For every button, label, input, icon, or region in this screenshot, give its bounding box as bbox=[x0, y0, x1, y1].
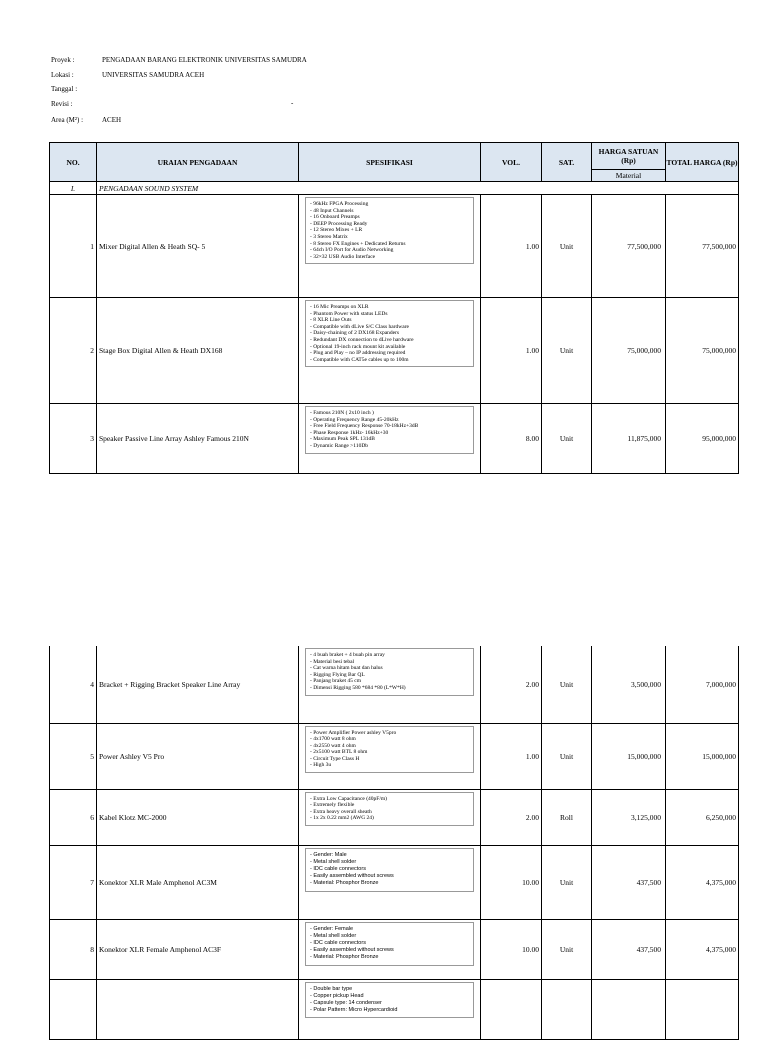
item-vol: 2.00 bbox=[481, 646, 542, 723]
item-total: 77,500,000 bbox=[666, 195, 739, 298]
col-header-harga-satuan: HARGA SATUAN (Rp) bbox=[592, 143, 666, 170]
item-harga: 77,500,000 bbox=[592, 195, 666, 298]
item-total: 6,250,000 bbox=[666, 789, 739, 845]
item-vol: 10.00 bbox=[481, 919, 542, 979]
item-total: 75,000,000 bbox=[666, 298, 739, 404]
item-spec: - Power Amplifier Power ashley V5pro - 4x1700 watt 8 ohm - 4x2550 watt 4 ohm - 2x5100 watt BTL 8 ohm - Circuit Type Class H - High 3u bbox=[305, 726, 474, 774]
item-vol: 10.00 bbox=[481, 845, 542, 919]
table-row bbox=[50, 298, 739, 404]
col-header-spesifikasi: SPESIFIKASI bbox=[299, 143, 481, 182]
item-spec-cell bbox=[299, 646, 481, 723]
item-harga: 3,500,000 bbox=[592, 646, 666, 723]
item-spec: - 96kHz FPGA Processing - 48 Input Channels - 16 Onboard Preamps - DEEP Processing Ready - 12 Stereo Mixes + LR - 3 Stereo Matrix - 8 Stereo FX Engines + Dedicated Returns - 64ch I/O Port for Audio Networking - 32×32 USB Audio Interface bbox=[305, 197, 474, 264]
item-no: 7 bbox=[50, 845, 97, 919]
item-harga bbox=[592, 979, 666, 1039]
item-harga: 15,000,000 bbox=[592, 723, 666, 789]
col-header-sat: SAT. bbox=[542, 143, 592, 182]
project-label: Proyek : bbox=[51, 56, 75, 64]
section-title: PENGADAAN SOUND SYSTEM bbox=[97, 182, 739, 195]
item-vol: 2.00 bbox=[481, 789, 542, 845]
item-name: Speaker Passive Line Array Ashley Famous 210N bbox=[97, 404, 299, 474]
item-sat: Unit bbox=[542, 404, 592, 474]
item-name: Kabel Klotz MC-2000 bbox=[97, 789, 299, 845]
item-spec-cell bbox=[299, 979, 481, 1039]
table-row bbox=[50, 404, 739, 474]
table-row bbox=[50, 789, 739, 845]
procurement-table-page-2 bbox=[49, 646, 739, 1040]
item-spec-cell bbox=[299, 845, 481, 919]
item-no: 8 bbox=[50, 919, 97, 979]
item-spec: - Gender: Male - Metal shell solder - IDC cable connectors - Easily assembled without screws - Material: Phosphor Bronze bbox=[305, 848, 474, 892]
item-vol bbox=[481, 979, 542, 1039]
item-vol: 8.00 bbox=[481, 404, 542, 474]
item-no: 2 bbox=[50, 298, 97, 404]
item-name: Bracket + Rigging Bracket Speaker Line Array bbox=[97, 646, 299, 723]
item-total: 7,000,000 bbox=[666, 646, 739, 723]
area-value: ACEH bbox=[102, 116, 122, 124]
location-label: Lokasi : bbox=[51, 71, 74, 79]
item-no: 3 bbox=[50, 404, 97, 474]
item-sat: Unit bbox=[542, 919, 592, 979]
item-sat bbox=[542, 979, 592, 1039]
table-row bbox=[50, 723, 739, 789]
date-label: Tanggal : bbox=[51, 85, 78, 93]
item-sat: Unit bbox=[542, 298, 592, 404]
revision-label: Revisi : bbox=[51, 100, 73, 108]
item-spec-cell bbox=[299, 723, 481, 789]
item-spec-cell bbox=[299, 919, 481, 979]
col-header-no: NO. bbox=[50, 143, 97, 182]
item-spec: - Gender: Female - Metal shell solder - IDC cable connectors - Easily assembled without screws - Material: Phosphor Bronze bbox=[305, 922, 474, 966]
item-sat: Unit bbox=[542, 195, 592, 298]
item-vol: 1.00 bbox=[481, 723, 542, 789]
col-header-total: TOTAL HARGA (Rp) bbox=[666, 143, 739, 182]
item-no: 5 bbox=[50, 723, 97, 789]
item-sat: Unit bbox=[542, 723, 592, 789]
table-row bbox=[50, 195, 739, 298]
item-spec-cell bbox=[299, 195, 481, 298]
item-vol: 1.00 bbox=[481, 195, 542, 298]
section-row bbox=[50, 182, 739, 195]
item-harga: 3,125,000 bbox=[592, 789, 666, 845]
table-row bbox=[50, 979, 739, 1039]
item-spec-cell bbox=[299, 789, 481, 845]
item-harga: 75,000,000 bbox=[592, 298, 666, 404]
item-total: 15,000,000 bbox=[666, 723, 739, 789]
location-value: UNIVERSITAS SAMUDRA ACEH bbox=[102, 71, 205, 79]
item-no: 4 bbox=[50, 646, 97, 723]
item-total: 95,000,000 bbox=[666, 404, 739, 474]
item-spec-cell bbox=[299, 298, 481, 404]
table-row bbox=[50, 919, 739, 979]
area-label: Area (M²) : bbox=[51, 116, 84, 124]
project-value: PENGADAAN BARANG ELEKTRONIK UNIVERSITAS SAMUDRA bbox=[102, 56, 307, 64]
item-no bbox=[50, 979, 97, 1039]
item-sat: Roll bbox=[542, 789, 592, 845]
item-name bbox=[97, 979, 299, 1039]
item-name: Stage Box Digital Allen & Heath DX168 bbox=[97, 298, 299, 404]
item-name: Konektor XLR Female Amphenol AC3F bbox=[97, 919, 299, 979]
item-name: Power Ashley V5 Pro bbox=[97, 723, 299, 789]
item-spec: - 16 Mic Preamps on XLR - Phantom Power with status LEDs - 8 XLR Line Outs - Compatible with dLive S/C Class hardware - Daisy-chaining of 2 DX168 Expanders - Redundant DX connection to dLive hardware - Optional 19-inch rack mount kit available - Plug and Play – no IP addressing required - Compatible with CAT5e cables up to 100m bbox=[305, 300, 474, 367]
procurement-table-page-1 bbox=[49, 142, 739, 474]
item-spec: - Double bar type - Copper pickup Head - Capsule type: 14 condenser - Polar Pattern: Micro Hypercardioid bbox=[305, 982, 474, 1019]
item-vol: 1.00 bbox=[481, 298, 542, 404]
revision-dash: - bbox=[291, 99, 294, 107]
item-total: 4,375,000 bbox=[666, 919, 739, 979]
item-spec: - Famous 210N ( 2x10 inch ) - Operating Frequency Range 45-20kHz - Free Field Frequency Response 70-18kHz+3dB - Phase Response 1kHz- 16kHz+30 - Maximum Peak SPL 131dB - Dynamic Range >110Db bbox=[305, 406, 474, 454]
item-spec-cell bbox=[299, 404, 481, 474]
table-row bbox=[50, 845, 739, 919]
item-harga: 11,875,000 bbox=[592, 404, 666, 474]
item-sat: Unit bbox=[542, 845, 592, 919]
item-spec: - 4 buah braket + 4 buah pin array - Material besi tebal - Cat warna hitam buat dan halus - Rigging Flying Bar QL - Panjang braket 45 cm - Dimensi Rigging 580 *684 *80 (L*W*H) bbox=[305, 648, 474, 696]
item-spec: - Extra Low Capacitance (40pF/m) - Extremely flexible - Extra heavy overall sheath - 1x 2x 0.22 mm2 (AWG 24) bbox=[305, 792, 474, 826]
col-header-vol: VOL. bbox=[481, 143, 542, 182]
item-no: 6 bbox=[50, 789, 97, 845]
section-no: I. bbox=[50, 182, 97, 195]
table-row bbox=[50, 646, 739, 723]
item-harga: 437,500 bbox=[592, 919, 666, 979]
item-name: Mixer Digital Allen & Heath SQ- 5 bbox=[97, 195, 299, 298]
col-header-material: Material bbox=[592, 170, 666, 182]
item-name: Konektor XLR Male Amphenol AC3M bbox=[97, 845, 299, 919]
item-no: 1 bbox=[50, 195, 97, 298]
item-harga: 437,500 bbox=[592, 845, 666, 919]
item-total bbox=[666, 979, 739, 1039]
col-header-uraian: URAIAN PENGADAAN bbox=[97, 143, 299, 182]
item-total: 4,375,000 bbox=[666, 845, 739, 919]
item-sat: Unit bbox=[542, 646, 592, 723]
